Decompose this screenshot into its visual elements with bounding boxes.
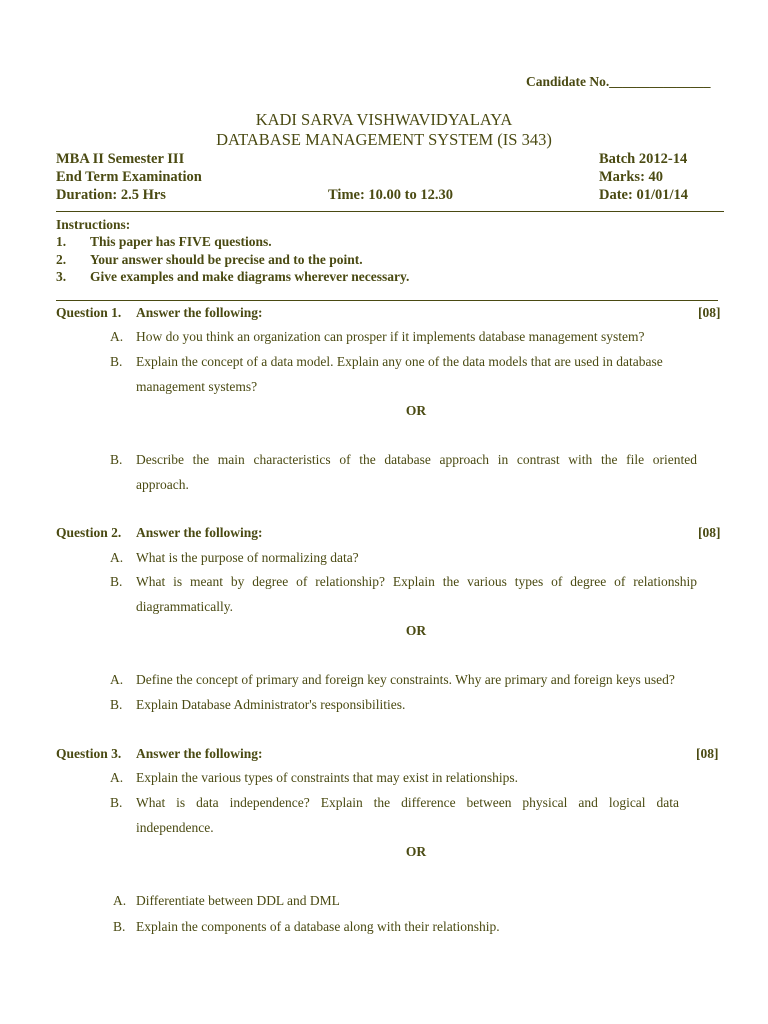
batch-label: Batch 2012-14 [599,151,688,167]
question-1-prompt: Answer the following: [136,305,263,320]
instruction-item: 2. Your answer should be precise and to the point. [56,252,363,267]
marks-label: Marks: 40 [599,169,664,185]
question-1-marks: [08] [698,305,721,320]
exam-label: End Term Examination [56,169,202,185]
question-item: A. How do you think an organization can prosper if it implements database management system? [110,329,645,344]
candidate-label: Candidate No. [526,74,610,89]
question-item-continuation: approach. [136,477,189,492]
question-1-label: Question 1. [56,305,122,320]
question-item-text: What is data independence? Explain the difference between physical and logical data [136,795,679,810]
or-separator: OR [405,403,427,418]
or-separator: OR [405,844,427,859]
question-item: B. Explain Database Administrator's responsibilities. [110,697,406,712]
or-separator: OR [405,623,427,638]
question-2-marks: [08] [698,525,721,540]
question-item: A. Explain the various types of constraints that may exist in relationships. [110,770,519,785]
question-item-continuation: independence. [136,820,214,835]
question-item-text: What is meant by degree of relationship? Explain the various types of degree of relationship [136,574,697,589]
question-item-continuation: management systems? [136,379,258,394]
instruction-item: 1. This paper has FIVE questions. [56,234,272,249]
subject-title: DATABASE MANAGEMENT SYSTEM (IS 343) [216,130,552,149]
question-3-label: Question 3. [56,746,122,761]
question-3-marks: [08] [696,746,719,761]
candidate-number [526,74,711,90]
question-item-letter: B. [110,452,123,467]
question-item: A. Define the concept of primary and foreign key constraints. Why are primary and foreign keys used? [110,672,675,687]
question-3-prompt: Answer the following: [136,746,263,761]
candidate-blank: _______________ [609,74,711,89]
date-label: Date: 01/01/14 [599,187,688,203]
question-item: B. Explain the components of a database along with their relationship. [113,919,500,934]
question-item: B. Explain the concept of a data model. Explain any one of the data models that are used in database [110,354,663,369]
question-item-text: Describe the main characteristics of the database approach in contrast with the file oriented [136,452,697,467]
question-item: A. What is the purpose of normalizing data? [110,550,359,565]
question-2-label: Question 2. [56,525,122,540]
question-item: A. Differentiate between DDL and DML [113,893,340,908]
question-item-letter: B. [110,574,123,589]
duration-label: Duration: 2.5 Hrs [56,187,166,203]
question-item-continuation: diagrammatically. [136,599,233,614]
question-2-prompt: Answer the following: [136,525,263,540]
instructions-divider [56,300,718,301]
time-label: Time: 10.00 to 12.30 [328,187,453,203]
header-divider [56,211,724,212]
program-label: MBA II Semester III [56,151,185,167]
question-item-letter: B. [110,795,123,810]
instruction-item: 3. Give examples and make diagrams wherever necessary. [56,269,410,284]
university-title: KADI SARVA VISHWAVIDYALAYA [255,110,513,129]
instructions-heading: Instructions: [56,217,131,232]
